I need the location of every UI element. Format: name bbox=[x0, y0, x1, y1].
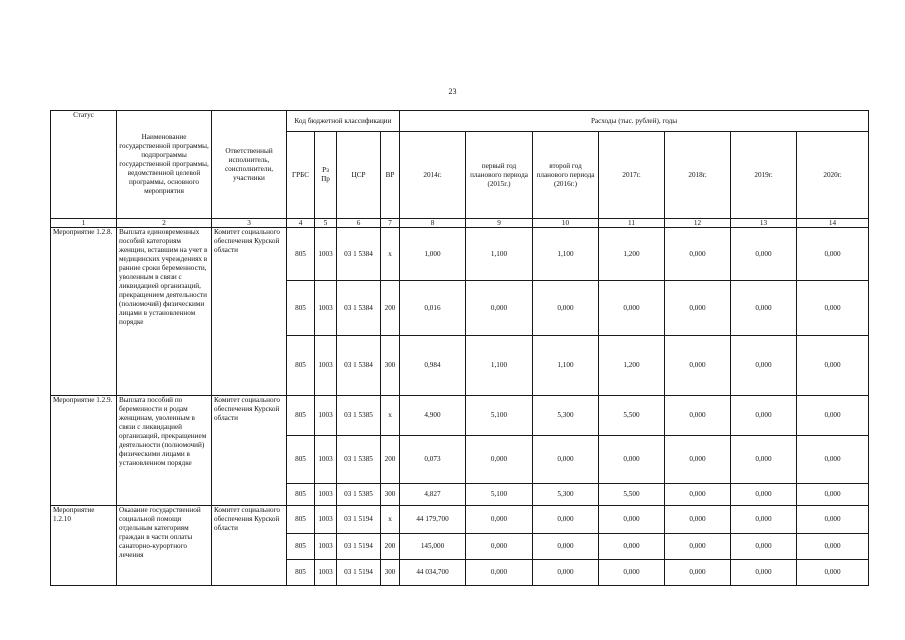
value-cell: 0,000 bbox=[533, 534, 599, 560]
value-cell: 0,000 bbox=[665, 506, 731, 534]
value-cell: 0,000 bbox=[665, 281, 731, 336]
header-name: Наименование государственной программы, подпрограммы государственной программы, ведомственной целевой программы, основного мероприятия bbox=[117, 111, 212, 219]
vr-cell: x bbox=[381, 396, 400, 436]
header-year-2019: 2019г. bbox=[731, 132, 797, 219]
value-cell: 1,100 bbox=[466, 336, 533, 396]
page-number: 23 bbox=[448, 87, 457, 96]
column-number: 5 bbox=[315, 219, 337, 228]
rzpr-cell: 1003 bbox=[315, 396, 337, 436]
csr-cell: 03 1 5194 bbox=[337, 534, 381, 560]
column-number: 6 bbox=[337, 219, 381, 228]
table-row bbox=[51, 506, 869, 534]
column-number-row bbox=[51, 219, 869, 228]
header-csr: ЦСР bbox=[337, 132, 381, 219]
value-cell: 5,300 bbox=[533, 484, 599, 506]
value-cell: 0,000 bbox=[665, 228, 731, 281]
value-cell: 5,500 bbox=[599, 396, 665, 436]
column-number: 2 bbox=[117, 219, 212, 228]
table-row bbox=[51, 396, 869, 436]
header-year-2016: второй год планового периода (2016г.) bbox=[533, 132, 599, 219]
value-cell: 0,000 bbox=[665, 534, 731, 560]
value-cell: 0,000 bbox=[466, 534, 533, 560]
status-cell: Мероприятие 1.2.10 bbox=[51, 506, 117, 586]
csr-cell: 03 1 5384 bbox=[337, 281, 381, 336]
value-cell: 145,000 bbox=[400, 534, 466, 560]
vr-cell: x bbox=[381, 506, 400, 534]
value-cell: 1,100 bbox=[533, 228, 599, 281]
csr-cell: 03 1 5384 bbox=[337, 336, 381, 396]
value-cell: 44 034,700 bbox=[400, 560, 466, 586]
rzpr-cell: 1003 bbox=[315, 506, 337, 534]
header-year-2014: 2014г. bbox=[400, 132, 466, 219]
value-cell: 0,000 bbox=[599, 534, 665, 560]
header-status: Статус bbox=[51, 111, 117, 219]
vr-cell: 200 bbox=[381, 436, 400, 484]
csr-cell: 03 1 5385 bbox=[337, 396, 381, 436]
value-cell: 0,000 bbox=[466, 436, 533, 484]
executor-cell: Комитет социального обеспечения Курской области bbox=[212, 396, 287, 506]
value-cell: 0,000 bbox=[797, 281, 869, 336]
value-cell: 1,200 bbox=[599, 336, 665, 396]
vr-cell: 300 bbox=[381, 336, 400, 396]
value-cell: 0,000 bbox=[599, 560, 665, 586]
value-cell: 0,000 bbox=[466, 281, 533, 336]
header-year-2017: 2017г. bbox=[599, 132, 665, 219]
header-executor: Ответственный исполнитель, соисполнители, участники bbox=[212, 111, 287, 219]
column-number: 4 bbox=[287, 219, 315, 228]
grbs-cell: 805 bbox=[287, 484, 315, 506]
value-cell: 0,016 bbox=[400, 281, 466, 336]
value-cell: 5,500 bbox=[599, 484, 665, 506]
value-cell: 1,100 bbox=[533, 336, 599, 396]
executor-cell: Комитет социального обеспечения Курской области bbox=[212, 506, 287, 586]
value-cell: 0,000 bbox=[797, 560, 869, 586]
value-cell: 0,000 bbox=[797, 396, 869, 436]
program-name-cell: Оказание государственной социальной помощи отдельным категориям граждан в части оплаты санаторно-курортного лечения bbox=[117, 506, 212, 586]
rzpr-cell: 1003 bbox=[315, 228, 337, 281]
value-cell: 0,000 bbox=[731, 336, 797, 396]
header-year-2020: 2020г. bbox=[797, 132, 869, 219]
column-number: 1 bbox=[51, 219, 117, 228]
vr-cell: x bbox=[381, 228, 400, 281]
value-cell: 0,000 bbox=[533, 560, 599, 586]
value-cell: 0,000 bbox=[797, 228, 869, 281]
value-cell: 5,100 bbox=[466, 484, 533, 506]
rzpr-cell: 1003 bbox=[315, 281, 337, 336]
grbs-cell: 805 bbox=[287, 436, 315, 484]
value-cell: 0,000 bbox=[731, 436, 797, 484]
program-name-cell: Выплата пособий по беременности и родам женщинам, уволенным в связи с ликвидацией организаций, прекращением деятельности (полномочий) физическими лицами в установленном порядке bbox=[117, 396, 212, 506]
vr-cell: 200 bbox=[381, 534, 400, 560]
value-cell: 1,200 bbox=[599, 228, 665, 281]
value-cell: 0,000 bbox=[665, 484, 731, 506]
value-cell: 5,300 bbox=[533, 396, 599, 436]
header-budget-code: Код бюджетной классификации bbox=[287, 111, 400, 132]
vr-cell: 300 bbox=[381, 560, 400, 586]
header-year-2018: 2018г. bbox=[665, 132, 731, 219]
value-cell: 4,827 bbox=[400, 484, 466, 506]
value-cell: 0,000 bbox=[665, 436, 731, 484]
column-number: 12 bbox=[665, 219, 731, 228]
program-name-cell: Выплата единовременных пособий категориям женщин, вставшим на учет в медицинских учреждениях в ранние сроки беременности, уволенным в связи с ликвидацией организаций, прекращением деятельности (полномочий) физическими лицами в установленном порядке bbox=[117, 228, 212, 396]
value-cell: 0,000 bbox=[731, 396, 797, 436]
vr-cell: 200 bbox=[381, 281, 400, 336]
column-number: 14 bbox=[797, 219, 869, 228]
value-cell: 0,000 bbox=[533, 506, 599, 534]
executor-cell: Комитет социального обеспечения Курской области bbox=[212, 228, 287, 396]
value-cell: 0,000 bbox=[797, 506, 869, 534]
grbs-cell: 805 bbox=[287, 506, 315, 534]
column-number: 11 bbox=[599, 219, 665, 228]
csr-cell: 03 1 5385 bbox=[337, 484, 381, 506]
csr-cell: 03 1 5194 bbox=[337, 560, 381, 586]
status-cell: Мероприятие 1.2.9. bbox=[51, 396, 117, 506]
rzpr-cell: 1003 bbox=[315, 336, 337, 396]
column-number: 7 bbox=[381, 219, 400, 228]
value-cell: 0,000 bbox=[797, 336, 869, 396]
value-cell: 0,000 bbox=[731, 534, 797, 560]
column-number: 10 bbox=[533, 219, 599, 228]
value-cell: 44 179,700 bbox=[400, 506, 466, 534]
value-cell: 0,000 bbox=[466, 506, 533, 534]
value-cell: 0,984 bbox=[400, 336, 466, 396]
csr-cell: 03 1 5385 bbox=[337, 436, 381, 484]
grbs-cell: 805 bbox=[287, 281, 315, 336]
csr-cell: 03 1 5384 bbox=[337, 228, 381, 281]
rzpr-cell: 1003 bbox=[315, 560, 337, 586]
column-number: 3 bbox=[212, 219, 287, 228]
column-number: 13 bbox=[731, 219, 797, 228]
value-cell: 0,000 bbox=[731, 560, 797, 586]
value-cell: 0,000 bbox=[599, 281, 665, 336]
value-cell: 0,000 bbox=[731, 281, 797, 336]
grbs-cell: 805 bbox=[287, 396, 315, 436]
value-cell: 0,000 bbox=[665, 560, 731, 586]
value-cell: 0,000 bbox=[599, 506, 665, 534]
status-cell: Мероприятие 1.2.8. bbox=[51, 228, 117, 396]
rzpr-cell: 1003 bbox=[315, 534, 337, 560]
grbs-cell: 805 bbox=[287, 336, 315, 396]
vr-cell: 300 bbox=[381, 484, 400, 506]
header-year-2015: первый год планового периода (2015г.) bbox=[466, 132, 533, 219]
value-cell: 0,000 bbox=[533, 281, 599, 336]
value-cell: 4,900 bbox=[400, 396, 466, 436]
value-cell: 0,073 bbox=[400, 436, 466, 484]
header-vr: ВР bbox=[381, 132, 400, 219]
value-cell: 5,100 bbox=[466, 396, 533, 436]
rzpr-cell: 1003 bbox=[315, 484, 337, 506]
grbs-cell: 805 bbox=[287, 560, 315, 586]
value-cell: 1,000 bbox=[400, 228, 466, 281]
value-cell: 0,000 bbox=[797, 436, 869, 484]
grbs-cell: 805 bbox=[287, 228, 315, 281]
header-expenses: Расходы (тыс. рублей), годы bbox=[400, 111, 869, 132]
value-cell: 0,000 bbox=[731, 228, 797, 281]
header-rzpr: Рз Пр bbox=[315, 132, 337, 219]
value-cell: 0,000 bbox=[533, 436, 599, 484]
value-cell: 0,000 bbox=[731, 484, 797, 506]
column-number: 9 bbox=[466, 219, 533, 228]
rzpr-cell: 1003 bbox=[315, 436, 337, 484]
value-cell: 0,000 bbox=[797, 484, 869, 506]
budget-table bbox=[50, 110, 869, 586]
value-cell: 0,000 bbox=[599, 436, 665, 484]
header-grbs: ГРБС bbox=[287, 132, 315, 219]
value-cell: 0,000 bbox=[665, 396, 731, 436]
csr-cell: 03 1 5194 bbox=[337, 506, 381, 534]
column-number: 8 bbox=[400, 219, 466, 228]
value-cell: 0,000 bbox=[665, 336, 731, 396]
value-cell: 1,100 bbox=[466, 228, 533, 281]
grbs-cell: 805 bbox=[287, 534, 315, 560]
value-cell: 0,000 bbox=[466, 560, 533, 586]
value-cell: 0,000 bbox=[731, 506, 797, 534]
table-row bbox=[51, 228, 869, 281]
value-cell: 0,000 bbox=[797, 534, 869, 560]
